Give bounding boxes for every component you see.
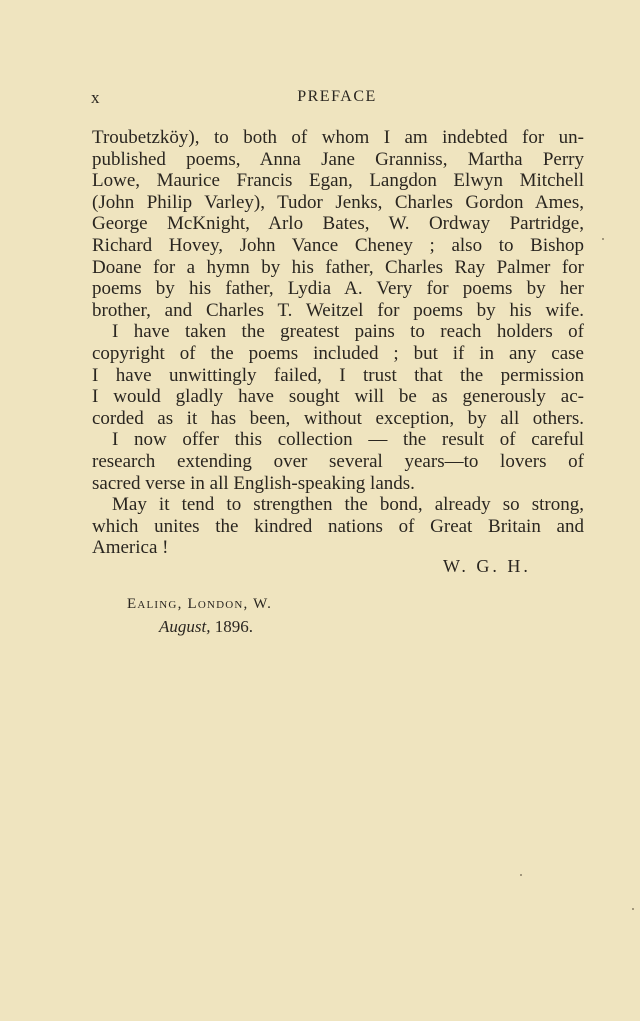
date-year: 1896.	[214, 617, 253, 636]
text-line: copyright of the poems included ; but if in any case	[92, 342, 584, 364]
text-line: corded as it has been, without exception, by all others.	[92, 407, 584, 429]
text-line: poems by his father, Lydia A. Very for poems by her	[92, 278, 584, 300]
preface-body	[92, 127, 584, 559]
paper-speck	[520, 874, 522, 876]
paragraph-closing	[92, 494, 584, 559]
date-line	[159, 617, 253, 637]
author-initials: W. G. H.	[443, 556, 531, 576]
text-line: published poems, Anna Jane Granniss, Martha Perry	[92, 148, 584, 170]
text-line: (John Philip Varley), Tudor Jenks, Charles Gordon Ames,	[92, 191, 584, 213]
text-line: I now offer this collection — the result of careful	[112, 429, 584, 451]
paper-speck	[632, 908, 634, 910]
text-line: Lowe, Maurice Francis Egan, Langdon Elwyn Mitchell	[92, 170, 584, 192]
text-line: Troubetzköy), to both of whom I am indebted for un-	[92, 127, 584, 148]
place-line: Ealing, London, W.	[127, 596, 273, 612]
text-line: America !	[92, 537, 169, 559]
text-line: sacred verse in all English-speaking lands.	[92, 472, 415, 494]
text-line: brother, and Charles T. Weitzel for poems by his wife.	[92, 299, 584, 321]
text-line: which unites the kindred nations of Great Britain and	[92, 515, 584, 537]
text-line: I have taken the greatest pains to reach holders of	[112, 321, 584, 343]
text-line: I would gladly have sought will be as generously ac-	[92, 386, 584, 408]
text-line: I have unwittingly failed, I trust that the permission	[92, 364, 584, 386]
text-line: research extending over several years—to lovers of	[92, 450, 584, 472]
paragraph-copyright	[92, 321, 584, 429]
page-number: x	[91, 88, 101, 107]
text-line: George McKnight, Arlo Bates, W. Ordway Partridge,	[92, 213, 584, 235]
text-line: Doane for a hymn by his father, Charles Ray Palmer for	[92, 256, 584, 278]
paragraph-collection	[92, 429, 584, 494]
paper-speck	[602, 238, 604, 240]
running-title: PREFACE	[297, 88, 377, 105]
text-line: May it tend to strengthen the bond, already so strong,	[112, 494, 584, 516]
paragraph-acknowledgements	[92, 127, 584, 321]
date-month: August,	[159, 617, 211, 636]
text-line: Richard Hovey, John Vance Cheney ; also to Bishop	[92, 234, 584, 256]
